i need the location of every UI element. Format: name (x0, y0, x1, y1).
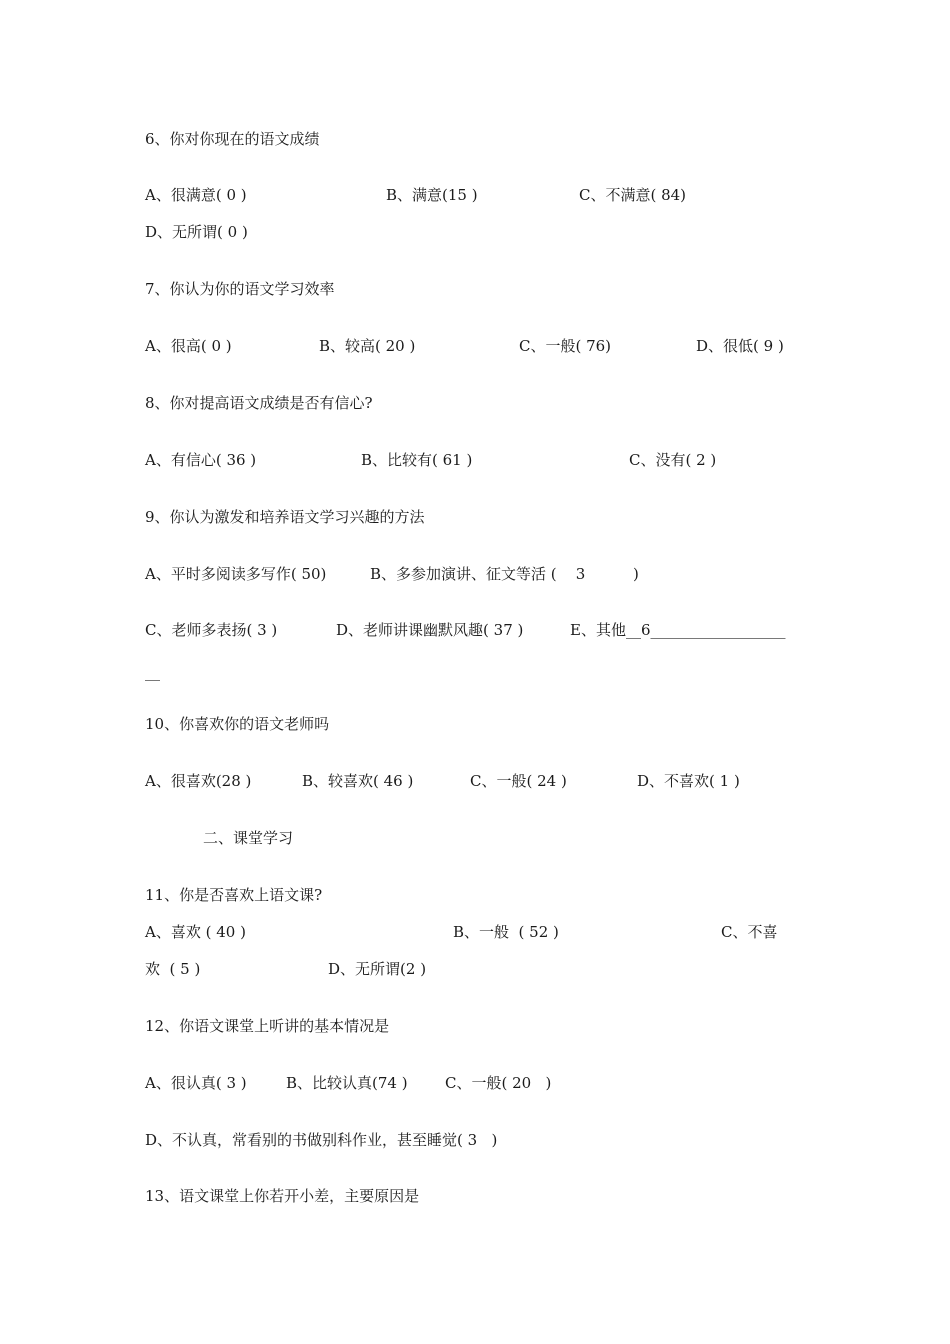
question-8: 8、你对提高语文成绩是否有信心? (145, 394, 373, 412)
q8-option-b: B、比较有( 61 ) (361, 451, 473, 469)
q8-option-c: C、没有( 2 ) (629, 451, 717, 469)
q9-option-d: D、老师讲课幽默风趣( 37 ) (336, 621, 524, 639)
q9-option-e-continued: __ (145, 663, 160, 681)
q6-option-b: B、满意(15 ) (386, 186, 478, 204)
q9-option-e: E、其他__6__________________ (570, 621, 786, 639)
q11-option-c: C、不喜 (721, 923, 778, 941)
q6-option-c: C、不满意( 84) (579, 186, 687, 204)
question-12: 12、你语文课堂上听讲的基本情况是 (145, 1017, 390, 1035)
q9-option-b: B、多参加演讲、征文等活 ( 3 ) (370, 565, 639, 583)
q11-option-b: B、一般 ( 52 ) (453, 923, 559, 941)
q12-option-a: A、很认真( 3 ) (145, 1074, 247, 1092)
q8-option-a: A、有信心( 36 ) (145, 451, 257, 469)
q11-option-a: A、喜欢 ( 40 ) (145, 923, 246, 941)
q10-option-c: C、一般( 24 ) (470, 772, 567, 790)
q10-option-a: A、很喜欢(28 ) (145, 772, 252, 790)
q10-option-b: B、较喜欢( 46 ) (302, 772, 414, 790)
q7-option-b: B、较高( 20 ) (319, 337, 416, 355)
q7-option-a: A、很高( 0 ) (145, 337, 232, 355)
q11-option-c-continued: 欢 ( 5 ) (145, 960, 201, 978)
question-6: 6、你对你现在的语文成绩 (145, 130, 320, 148)
q12-option-d: D、不认真，常看别的书做别科作业，甚至睡觉( 3 ) (145, 1131, 498, 1149)
q10-option-d: D、不喜欢( 1 ) (637, 772, 740, 790)
question-11: 11、你是否喜欢上语文课? (145, 886, 323, 904)
q12-option-b: B、比较认真(74 ) (286, 1074, 408, 1092)
q9-option-a: A、平时多阅读多写作( 50) (145, 565, 327, 583)
q11-option-d: D、无所谓(2 ) (328, 960, 427, 978)
q9-option-c: C、老师多表扬( 3 ) (145, 621, 278, 639)
question-13: 13、语文课堂上你若开小差，主要原因是 (145, 1187, 420, 1205)
question-10: 10、你喜欢你的语文老师吗 (145, 715, 330, 733)
q12-option-c: C、一般( 20 ) (445, 1074, 552, 1092)
question-7: 7、你认为你的语文学习效率 (145, 280, 335, 298)
q6-option-d: D、无所谓( 0 ) (145, 223, 248, 241)
q7-option-d: D、很低( 9 ) (696, 337, 784, 355)
q7-option-c: C、一般( 76) (519, 337, 612, 355)
question-9: 9、你认为激发和培养语文学习兴趣的方法 (145, 508, 425, 526)
section-heading: 二、课堂学习 (203, 829, 294, 847)
q6-option-a: A、很满意( 0 ) (145, 186, 247, 204)
